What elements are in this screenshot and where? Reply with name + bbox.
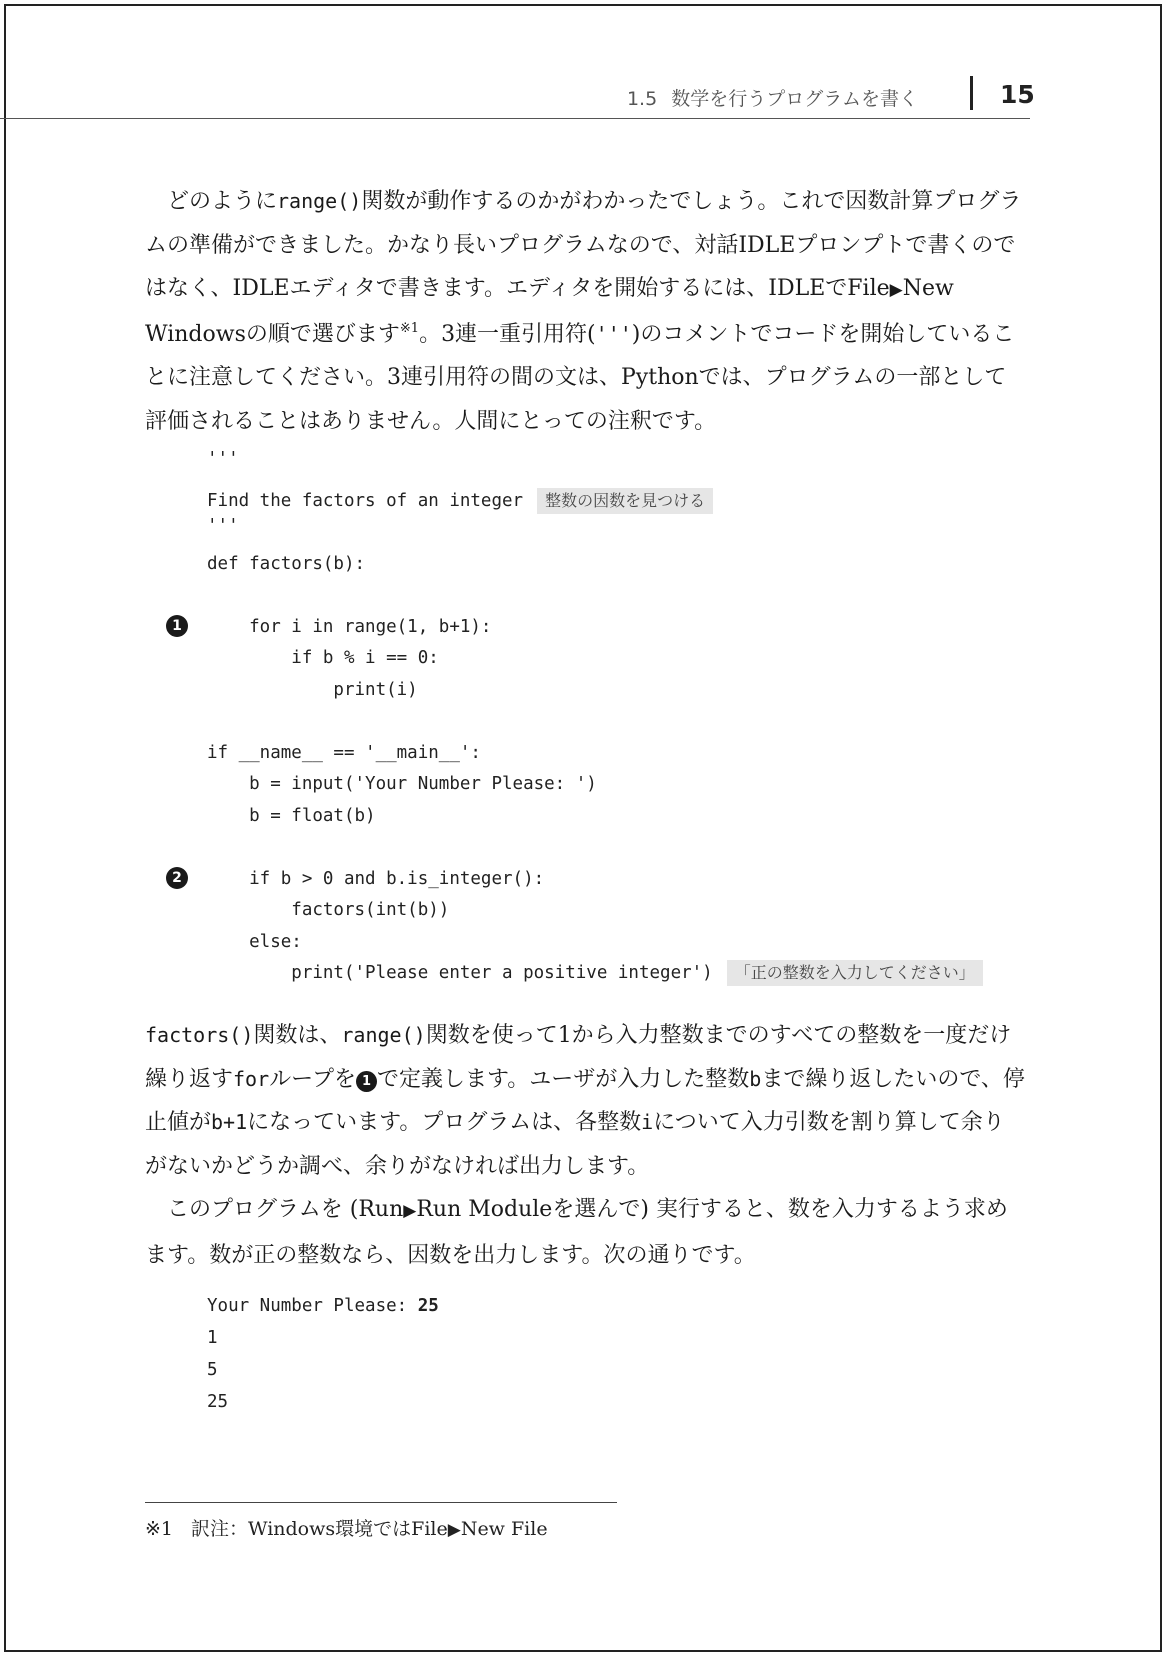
page-number: 15 [1000, 80, 1035, 109]
footnote-reference: ※1 [399, 320, 420, 336]
header-divider-bar [970, 76, 973, 110]
text: で定義します。ユーザが入力した整数 [377, 1066, 750, 1092]
inline-code: b+1 [211, 1110, 248, 1134]
section-title [627, 84, 918, 111]
section-title-text: 数学を行うプログラムを書く [671, 88, 918, 110]
output-line: 1 [207, 1328, 218, 1348]
callout-marker-1: 1 [166, 615, 188, 637]
inline-code: range() [341, 1023, 426, 1047]
output-line [207, 1292, 439, 1320]
code-line: b = float(b) [207, 806, 376, 826]
code-line: def factors(b): [207, 554, 366, 574]
text: 関数は、 [253, 1023, 342, 1048]
text: になっています。プログラムは、各整数 [247, 1110, 642, 1135]
output-line: 25 [207, 1392, 229, 1412]
code-annotation: 「正の整数を入力してください」 [727, 960, 983, 986]
inline-code: for [233, 1066, 270, 1091]
code-text: Find the factors of an integer [207, 491, 524, 511]
code-line: else: [207, 932, 302, 952]
code-line: ''' [207, 516, 239, 536]
text: 関数を使って1から入力整数までのすべての整数を一度だけ繰り返す [145, 1023, 1012, 1092]
text: New Windowsの順で選びます [145, 276, 954, 347]
text: )のコメントでコードを開始していることに注意してください。3連引用符の間の文は、Pythonでは、プログラムの一部として評価されることはありません。人間にとっての注釈です。 [145, 321, 1015, 434]
code-line: if b > 0 and b.is_integer(): [207, 869, 545, 889]
text: 関数が動作するのかがわかったでしょう。これで因数計算プログラムの準備ができました。かなり長いプログラムなので、対話IDLEプロンプトで書くのではなく、IDLEエディタで書きます。エディタを開始するには、IDLEでFile [145, 189, 1022, 301]
footnote-mark: ※1 [145, 1518, 174, 1540]
footnote-rule [145, 1502, 617, 1503]
code-annotation: 整数の因数を見つける [537, 488, 713, 514]
text: まで繰り返したいので、停止値が [145, 1066, 1025, 1135]
menu-arrow-icon: ▶ [889, 280, 903, 300]
paragraph-intro [145, 180, 1025, 443]
menu-arrow-icon: ▶ [447, 1520, 461, 1540]
output-line: 5 [207, 1360, 218, 1380]
inline-code: b [749, 1066, 762, 1091]
paragraph-run [145, 1188, 1025, 1277]
text: Run Moduleを選んで) 実行すると、数を入力するよう求めます。数が正の整数なら、因数を出力します。次の通りです。 [145, 1197, 1008, 1268]
output-prompt: Your Number Please: [207, 1296, 418, 1316]
text: ループを [269, 1066, 357, 1092]
code-line: factors(int(b)) [207, 900, 450, 920]
code-line: b = input('Your Number Please: ') [207, 774, 597, 794]
text: 訳注：Windows環境ではFile [191, 1518, 448, 1540]
text: について入力引数を割り算して余りがないかどうか調べ、余りがなければ出力します。 [145, 1110, 1005, 1179]
code-line [207, 487, 713, 515]
code-line: if b % i == 0: [207, 648, 439, 668]
inline-code: factors() [145, 1023, 254, 1047]
callout-marker-inline: 1 [356, 1071, 377, 1092]
text: どのように [167, 189, 278, 214]
callout-marker-2: 2 [166, 867, 188, 889]
header-rule [0, 118, 1030, 119]
code-text: print('Please enter a positive integer') [207, 963, 713, 983]
code-line [207, 959, 983, 987]
menu-arrow-icon: ▶ [403, 1201, 417, 1221]
user-input-value: 25 [417, 1296, 439, 1316]
section-number: 1.5 [626, 88, 658, 110]
text: 。3連一重引用符( [419, 321, 596, 347]
footnote [145, 1514, 548, 1541]
paragraph-explanation [145, 1014, 1025, 1188]
inline-code: range() [277, 189, 362, 213]
code-line: for i in range(1, b+1): [207, 617, 492, 637]
code-line: if __name__ == '__main__': [207, 743, 481, 763]
inline-code: ''' [595, 321, 632, 346]
code-line: ''' [207, 449, 239, 469]
inline-code: i [641, 1110, 654, 1134]
running-header [0, 76, 1035, 118]
code-line: print(i) [207, 680, 418, 700]
text: このプログラムを (Run [167, 1197, 404, 1222]
text: New File [460, 1518, 548, 1540]
